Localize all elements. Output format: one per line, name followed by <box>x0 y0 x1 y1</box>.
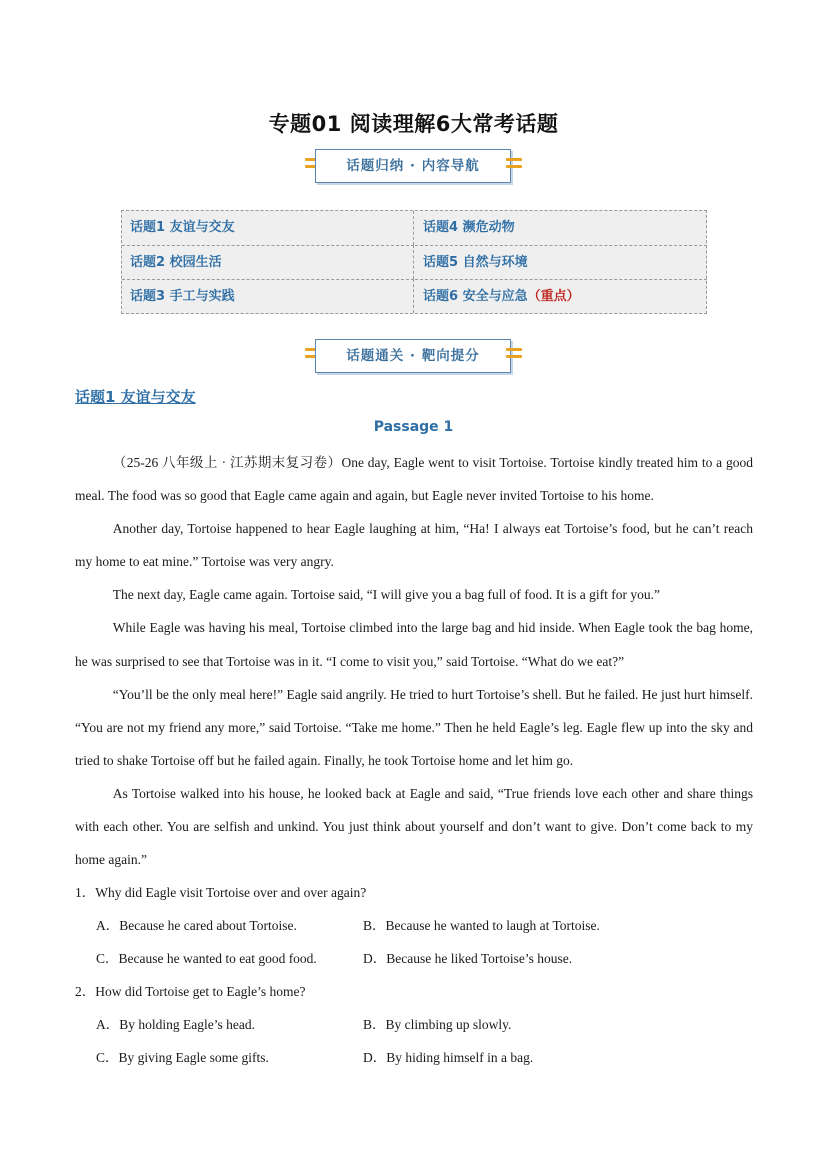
option-a[interactable]: A．By holding Eagle’s head. <box>96 1017 255 1032</box>
option-b[interactable]: B．Because he wanted to laugh at Tortoise. <box>363 918 600 933</box>
paragraph: As Tortoise walked into his house, he looked back at Eagle and said, “True friends love each other and share things with each other. You are selfish and unkind. You just think about yourself and don’t want to give. Don’t come back to my home again.” <box>75 785 753 868</box>
topic-cell-2[interactable]: 话题2 校园生活 <box>122 245 414 279</box>
paragraph: The next day, Eagle came again. Tortoise said, “I will give you a bag full of food. It is a gift for you.” <box>112 587 660 603</box>
topic-table <box>121 210 707 314</box>
page-title: 专题01 阅读理解6大常考话题 <box>268 112 559 136</box>
banner-box <box>315 339 511 373</box>
topic-cell-6[interactable] <box>415 279 707 313</box>
option-b[interactable]: B．By climbing up slowly. <box>363 1017 512 1032</box>
section-heading-link[interactable]: 话题1 友谊与交友 <box>75 388 196 406</box>
passage-title: Passage 1 <box>373 419 454 435</box>
option-d[interactable]: D．Because he liked Tortoise’s house. <box>363 951 573 966</box>
option-c[interactable]: C．By giving Eagle some gifts. <box>96 1050 269 1065</box>
paragraph: Another day, Tortoise happened to hear Eagle laughing at him, “Ha! I always eat Tortoise’s food, but he can’t reach my home to eat mine.” Tortoise was very angry. <box>75 521 753 570</box>
banner-decoration-icon <box>506 348 522 362</box>
banner-label: 话题归纳 · 内容导航 <box>346 158 480 174</box>
banner-decoration-icon <box>506 158 522 172</box>
question-stem: 2．How did Tortoise get to Eagle’s home? <box>75 984 306 999</box>
option-d[interactable]: D．By hiding himself in a bag. <box>363 1050 534 1065</box>
paragraph: While Eagle was having his meal, Tortoise climbed into the large bag and hid inside. When Eagle took the bag home, he was surprised to see that Tortoise was in it. “I come to visit you,” said Tortoise. “What do we eat?” <box>75 620 753 669</box>
topic-cell-4[interactable]: 话题4 濒危动物 <box>423 220 515 235</box>
paragraph: “You’ll be the only meal here!” Eagle said angrily. He tried to hurt Tortoise’s shell. But he failed. He just hurt himself. “You are not my friend any more,” said Tortoise. “Take me home.” Then he held Eagle’s leg. Eagle flew up into the sky and tried to shake Tortoise off but he failed again. Finally, he took Tortoise home and let him go. <box>75 686 753 768</box>
topic-cell-3[interactable]: 话题3 手工与实践 <box>122 279 414 313</box>
section-banner-practice <box>305 339 522 377</box>
topic-6-key-note: （重点） <box>527 289 580 304</box>
topic-cell-5[interactable]: 话题5 自然与环境 <box>415 245 707 279</box>
section-banner-navigation <box>305 149 522 187</box>
topic-6-label: 话题6 安全与应急 <box>423 289 528 304</box>
banner-label: 话题通关 · 靶向提分 <box>346 348 480 364</box>
option-a[interactable]: A．Because he cared about Tortoise. <box>96 918 297 933</box>
banner-box <box>315 149 511 183</box>
passage-body <box>75 446 753 876</box>
option-c[interactable]: C．Because he wanted to eat good food. <box>96 951 317 966</box>
question-stem: 1．Why did Eagle visit Tortoise over and over again? <box>75 885 367 900</box>
topic-cell-1[interactable]: 话题1 友谊与交友 <box>122 211 414 245</box>
paragraph: （25-26 八年级上 · 江苏期末复习卷）One day, Eagle went to visit Tortoise. Tortoise kindly treated him to a good meal. The food was so good that Eagle came again and again, but Eagle never invited Tortoise to his home. <box>75 455 753 504</box>
